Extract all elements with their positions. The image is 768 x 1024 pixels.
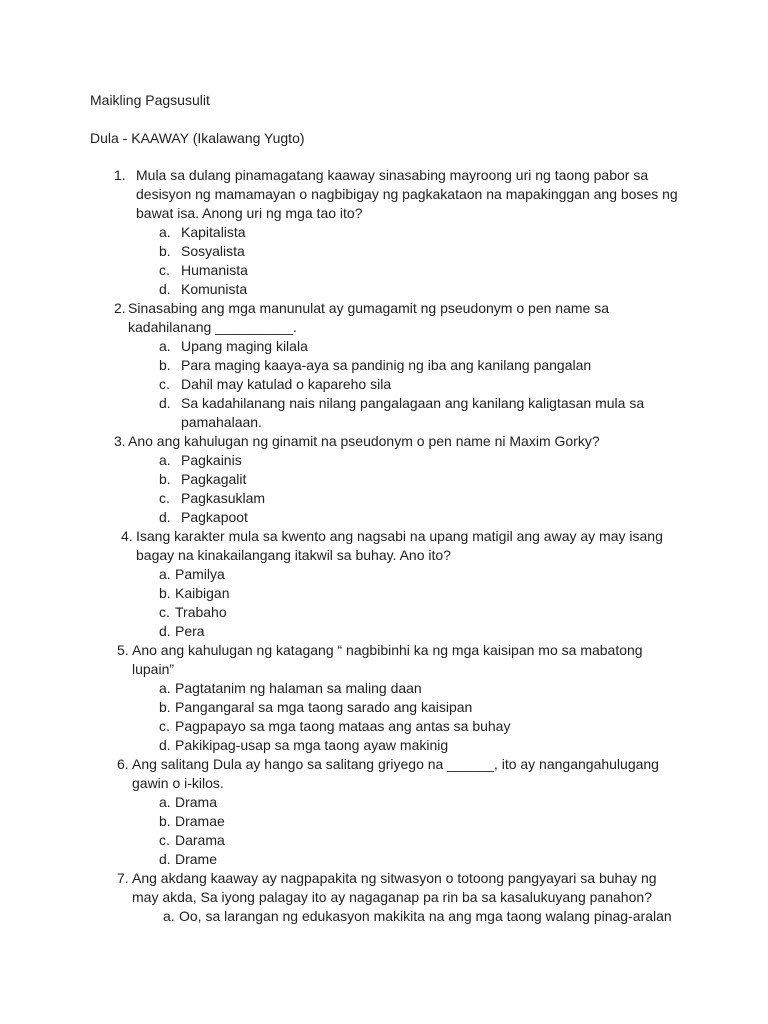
- choice-text: Para maging kaaya-aya sa pandinig ng iba ang kanilang pangalan: [181, 357, 592, 373]
- answer-choice: [0, 584, 768, 603]
- question-line: [0, 869, 768, 888]
- question-text: gawin o i-kilos.: [132, 775, 224, 791]
- answer-choice: [0, 242, 768, 261]
- choice-text: Darama: [175, 832, 225, 848]
- choice-text: Kaibigan: [175, 585, 230, 601]
- answer-choice: [0, 679, 768, 698]
- choice-letter: d.: [159, 281, 171, 297]
- question-text: Ang salitang Dula ay hango sa salitang griyego na ______, ito ay nangangahulugang: [132, 756, 659, 772]
- choice-letter: a.: [159, 338, 171, 354]
- choice-letter: d.: [159, 737, 171, 753]
- choice-letter: b.: [159, 471, 171, 487]
- choice-letter: a.: [163, 908, 175, 924]
- choice-letter: a.: [159, 680, 171, 696]
- question-text: bawat isa. Anong uri ng mga tao ito?: [136, 205, 363, 221]
- choice-text: Pera: [175, 623, 205, 639]
- question-number: 7.: [117, 870, 129, 886]
- question-line: [0, 166, 768, 185]
- question-line: [0, 641, 768, 660]
- question-text: may akda, Sa iyong palagay ito ay nagaganap pa rin ba sa kasalukuyang panahon?: [132, 889, 652, 905]
- answer-choice: [0, 470, 768, 489]
- choice-text: Pamilya: [175, 566, 225, 582]
- answer-choice: [0, 223, 768, 242]
- question-line: [0, 299, 768, 318]
- choice-letter: b.: [159, 357, 171, 373]
- question-number: 3.: [114, 433, 126, 449]
- question-text: Ano ang kahulugan ng ginamit na pseudonym o pen name ni Maxim Gorky?: [128, 433, 600, 449]
- question-text: Isang karakter mula sa kwento ang nagsabi na upang matigil ang away ay may isang: [136, 528, 663, 544]
- answer-choice: [0, 698, 768, 717]
- question-text: bagay na kinakailangang itakwil sa buhay. Ano ito?: [136, 547, 451, 563]
- choice-text: Upang maging kilala: [181, 338, 308, 354]
- choice-text: Drama: [175, 794, 218, 810]
- question-list: [0, 166, 768, 926]
- choice-letter: d.: [159, 509, 171, 525]
- choice-text: Pagpapayo sa mga taong mataas ang antas sa buhay: [175, 718, 511, 734]
- question-number: 2.: [114, 300, 126, 316]
- answer-choice: [0, 451, 768, 470]
- answer-choice: [0, 261, 768, 280]
- choice-letter: c.: [159, 604, 170, 620]
- choice-text: Pagkagalit: [181, 471, 247, 487]
- question-number: 5.: [117, 642, 129, 658]
- choice-text: Pakikipag-usap sa mga taong ayaw makinig: [175, 737, 449, 753]
- question-line: [0, 660, 768, 679]
- answer-choice: [0, 508, 768, 527]
- choice-letter: a.: [159, 566, 171, 582]
- question-item: [0, 166, 768, 299]
- answer-choice: [0, 831, 768, 850]
- choice-text: Pagtatanim ng halaman sa maling daan: [175, 680, 422, 696]
- choice-text: Trabaho: [175, 604, 227, 620]
- choice-text: Sa kadahilanang nais nilang pangalagaan ang kanilang kaligtasan mula sa: [181, 395, 645, 411]
- document-title: Maikling Pagsusulit: [90, 92, 210, 108]
- choice-text: Dahil may katulad o kapareho sila: [181, 376, 392, 392]
- question-text: Mula sa dulang pinamagatang kaaway sinasabing mayroong uri ng taong pabor sa: [136, 167, 649, 183]
- question-item: [0, 641, 768, 755]
- question-text: kadahilanang __________.: [128, 319, 297, 335]
- question-item: [0, 432, 768, 527]
- choice-text: Pangangaral sa mga taong sarado ang kaisipan: [175, 699, 473, 715]
- answer-choice: [0, 375, 768, 394]
- answer-choice: [0, 337, 768, 356]
- question-text: Sinasabing ang mga manunulat ay gumagamit ng pseudonym o pen name sa: [128, 300, 609, 316]
- answer-choice: [0, 793, 768, 812]
- question-item: [0, 755, 768, 869]
- choice-letter: c.: [159, 490, 170, 506]
- choice-text: Sosyalista: [181, 243, 245, 259]
- answer-choice: [0, 489, 768, 508]
- answer-choice: [0, 850, 768, 869]
- choice-letter: b.: [159, 699, 171, 715]
- question-text: lupain”: [132, 661, 175, 677]
- choice-letter: b.: [159, 585, 171, 601]
- question-item: [0, 527, 768, 641]
- question-line: [0, 755, 768, 774]
- choice-letter: a.: [159, 794, 171, 810]
- choice-text: Pagkapoot: [181, 509, 248, 525]
- question-line: [0, 185, 768, 204]
- choice-text: Kapitalista: [181, 224, 246, 240]
- choice-letter: d.: [159, 623, 171, 639]
- question-line: [0, 527, 768, 546]
- answer-choice: [0, 603, 768, 622]
- document-subtitle: Dula - KAAWAY (Ikalawang Yugto): [90, 130, 305, 146]
- question-line: [0, 774, 768, 793]
- answer-choice: [0, 356, 768, 375]
- question-item: [0, 299, 768, 432]
- question-text: desisyon ng mamamayan o nagbibigay ng pagkakataon na mapakinggan ang boses ng: [136, 186, 678, 202]
- question-number: 6.: [117, 756, 129, 772]
- choice-letter: d.: [159, 395, 171, 411]
- question-text: Ang akdang kaaway ay nagpapakita ng sitwasyon o totoong pangyayari sa buhay ng: [132, 870, 657, 886]
- choice-letter: a.: [159, 452, 171, 468]
- choice-letter: b.: [159, 243, 171, 259]
- choice-text: Dramae: [175, 813, 225, 829]
- choice-letter: c.: [159, 376, 170, 392]
- choice-text: Komunista: [181, 281, 248, 297]
- answer-choice: [0, 736, 768, 755]
- question-line: [0, 204, 768, 223]
- answer-choice: [0, 280, 768, 299]
- choice-text: Pagkainis: [181, 452, 242, 468]
- choice-text: Humanista: [181, 262, 248, 278]
- question-line: [0, 888, 768, 907]
- question-line: [0, 318, 768, 337]
- choice-letter: b.: [159, 813, 171, 829]
- question-number: 4.: [121, 528, 133, 544]
- question-line: [0, 432, 768, 451]
- answer-choice: [0, 622, 768, 641]
- choice-letter: c.: [159, 832, 170, 848]
- answer-choice: [0, 413, 768, 432]
- choice-letter: d.: [159, 851, 171, 867]
- question-line: [0, 546, 768, 565]
- answer-choice: [0, 565, 768, 584]
- choice-text: Oo, sa larangan ng edukasyon makikita na ang mga taong walang pinag-aralan: [179, 908, 672, 924]
- choice-letter: c.: [159, 262, 170, 278]
- question-item: [0, 869, 768, 926]
- choice-letter: c.: [159, 718, 170, 734]
- choice-letter: a.: [159, 224, 171, 240]
- choice-text: Pagkasuklam: [181, 490, 266, 506]
- question-text: Ano ang kahulugan ng katagang “ nagbibinhi ka ng mga kaisipan mo sa mabatong: [132, 642, 643, 658]
- answer-choice: [0, 717, 768, 736]
- answer-choice: [0, 394, 768, 413]
- answer-choice: [0, 812, 768, 831]
- answer-choice: [0, 907, 768, 926]
- question-number: 1.: [114, 167, 126, 183]
- choice-text: Drame: [175, 851, 218, 867]
- choice-text: pamahalaan.: [181, 414, 262, 430]
